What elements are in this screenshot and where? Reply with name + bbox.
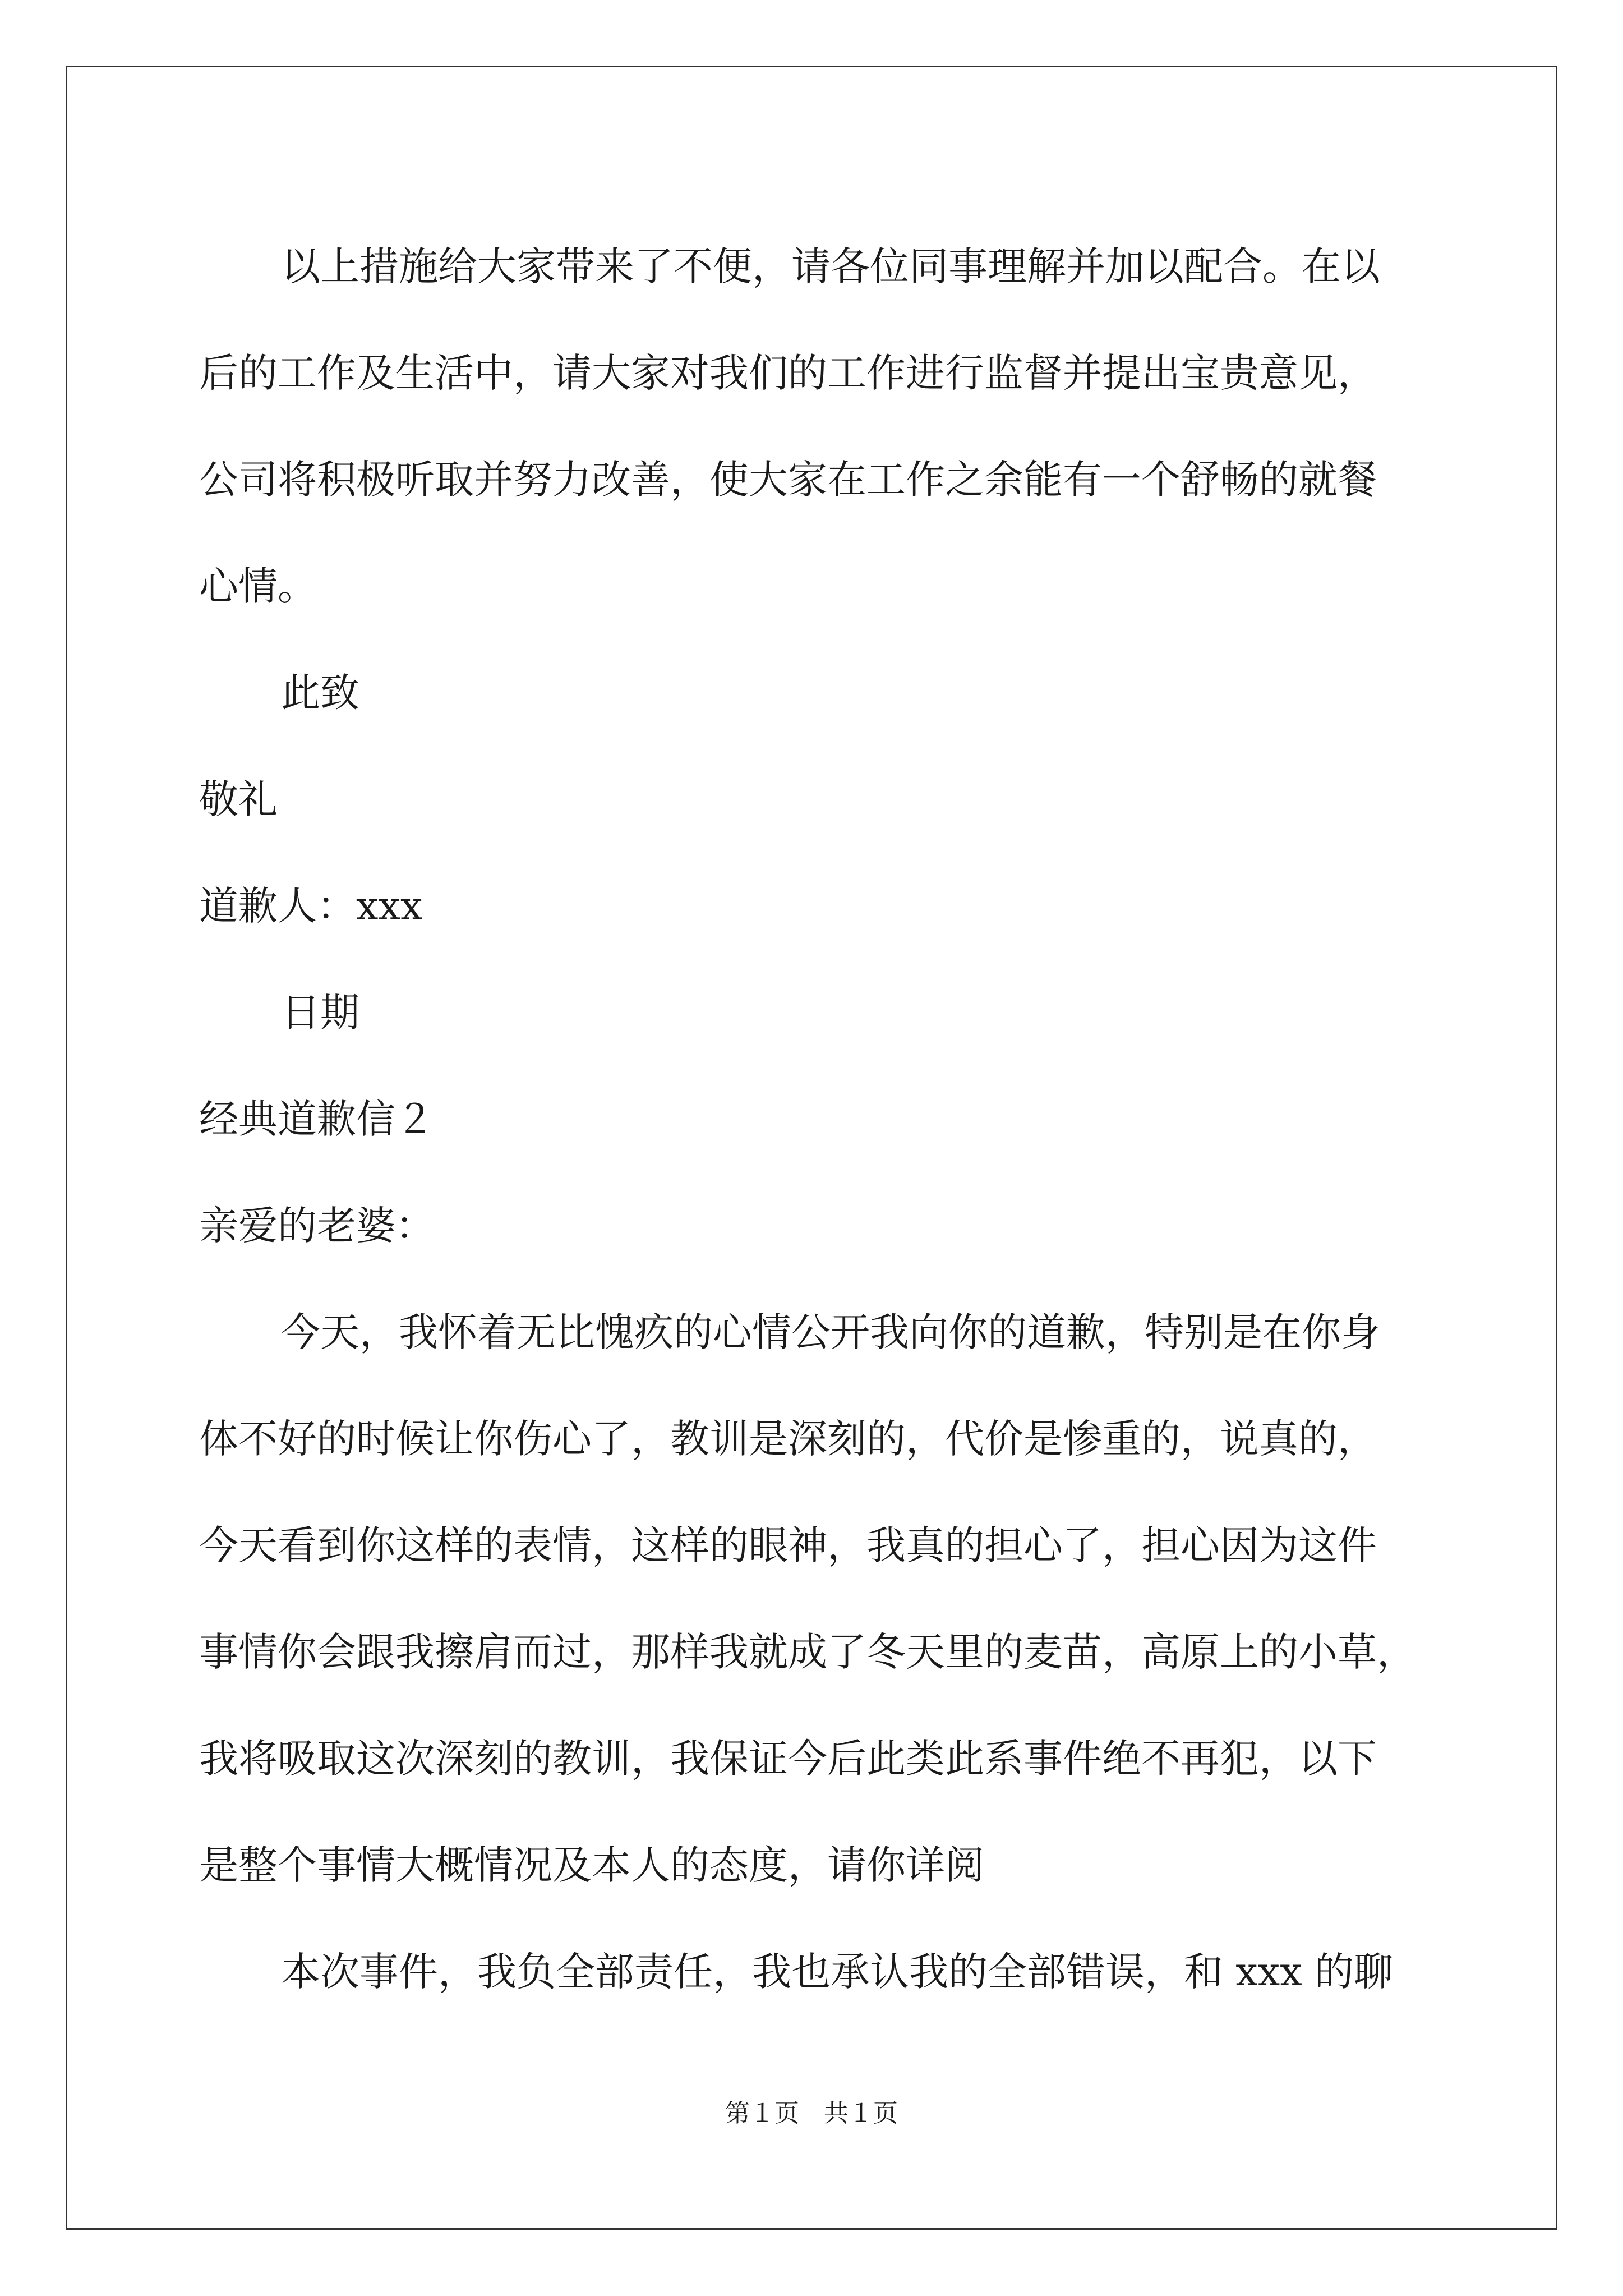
text-line: 后的工作及生活中，请大家对我们的工作进行监督并提出宝贵意见，	[199, 350, 1377, 396]
document-body	[199, 213, 1450, 2025]
text-line: 以上措施给大家带来了不便，请各位同事理解并加以配合。在以	[281, 243, 1380, 289]
text-line: 体不好的时候让你伤心了，教训是深刻的，代价是惨重的，说真的，	[199, 1416, 1377, 1462]
greeting: 亲爱的老婆：	[199, 1203, 435, 1249]
signature-line: 道歉人：xxx	[199, 883, 423, 929]
text-line: 公司将积极听取并努力改善，使大家在工作之余能有一个舒畅的就餐	[199, 457, 1377, 503]
text-line: 本次事件，我负全部责任，我也承认我的全部错误，和 xxx 的聊	[281, 1949, 1393, 1995]
text-line: 今天，我怀着无比愧疚的心情公开我向你的道歉，特别是在你身	[281, 1309, 1380, 1355]
closing-regards: 敬礼	[199, 776, 278, 822]
text-line: 心情。	[199, 563, 317, 609]
text-line: 事情你会跟我擦肩而过，那样我就成了冬天里的麦苗，高原上的小草，	[199, 1629, 1416, 1675]
closing-salutation: 此致	[281, 670, 359, 716]
date-line: 日期	[281, 990, 359, 1036]
text-line: 今天看到你这样的表情，这样的眼神，我真的担心了，担心因为这件	[199, 1522, 1377, 1568]
section-title: 经典道歉信２	[199, 1096, 435, 1142]
text-line: 是整个事情大概情况及本人的态度，请你详阅	[199, 1842, 984, 1888]
page-footer: 第１页 共１页	[725, 2099, 898, 2128]
text-line: 我将吸取这次深刻的教训，我保证今后此类此系事件绝不再犯，以下	[199, 1736, 1377, 1782]
